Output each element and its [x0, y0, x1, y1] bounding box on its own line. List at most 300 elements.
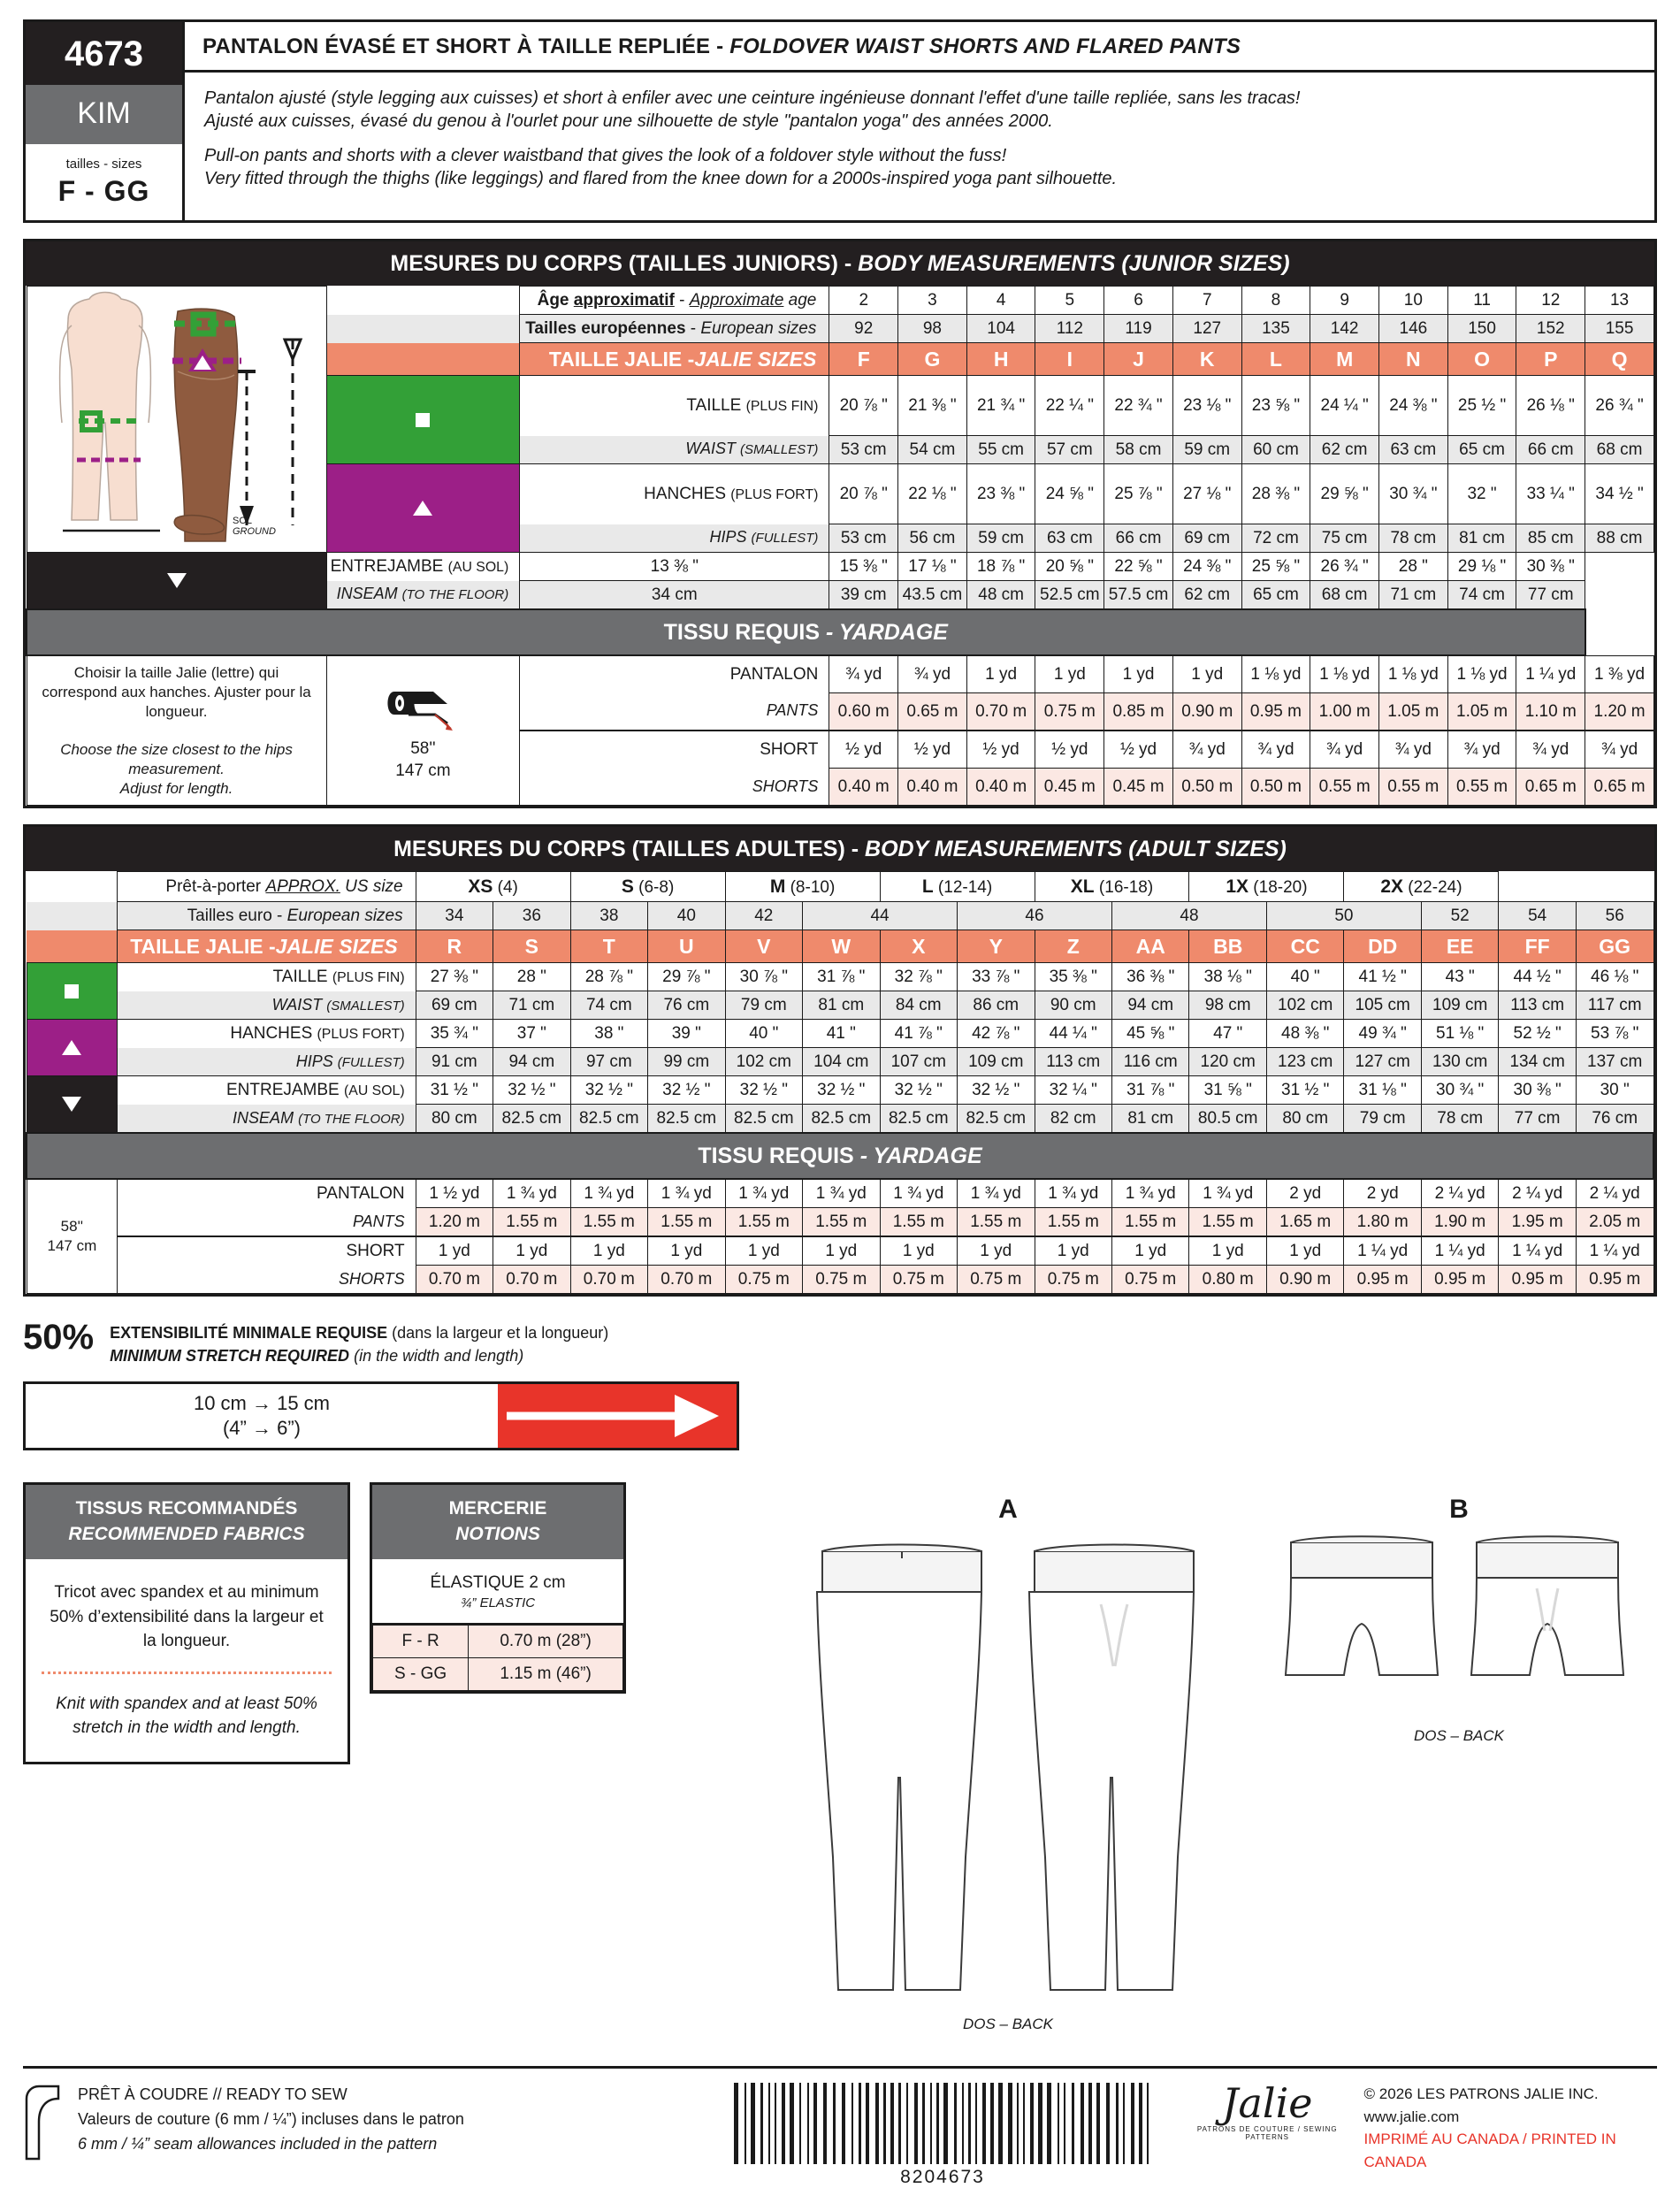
table-cell: 127	[1172, 315, 1241, 343]
svg-text:GROUND: GROUND	[232, 526, 276, 537]
table-cell: 32 ½ "	[648, 1076, 725, 1105]
notions-table	[372, 1625, 623, 1691]
table-cell: 82.5 cm	[803, 1105, 880, 1134]
table-cell: 142	[1310, 315, 1379, 343]
table-row	[27, 1208, 1653, 1237]
table-cell: 79 cm	[725, 991, 802, 1020]
table-cell: 2 ¼ yd	[1576, 1179, 1653, 1208]
table-cell: 4	[966, 287, 1035, 315]
measurement-figure-cell	[27, 287, 326, 553]
sizes-value: F - GG	[57, 175, 150, 207]
table-cell: 82.5 cm	[958, 1105, 1035, 1134]
table-cell: S	[493, 930, 570, 963]
junior-band-sep: -	[844, 251, 852, 276]
table-cell: 0.65 m	[1585, 769, 1654, 806]
table-cell: 98	[898, 315, 967, 343]
adult-band-en: BODY MEASUREMENTS (ADULT SIZES)	[865, 837, 1287, 862]
table-cell: 1.95 m	[1499, 1208, 1576, 1237]
euro-size-cell: 54	[1499, 902, 1576, 930]
table-cell: 1 ⅛ yd	[1447, 655, 1516, 693]
notion-size: S - GG	[373, 1658, 469, 1691]
table-cell: 150	[1447, 315, 1516, 343]
table-cell: 6	[1104, 287, 1173, 315]
table-cell: 45 ⅝ "	[1111, 1020, 1188, 1048]
table-cell: 57 cm	[1035, 436, 1104, 464]
table-cell: 77 cm	[1516, 581, 1585, 610]
table-cell: 22 ⅛ "	[898, 464, 967, 524]
view-a	[796, 1495, 1220, 2033]
stretch-line-en	[110, 1344, 608, 1367]
table-cell: 0.55 m	[1310, 769, 1379, 806]
fabric-bolt-icon	[382, 679, 463, 732]
table-cell: 81 cm	[1447, 524, 1516, 553]
stretch-line2-bold: MINIMUM STRETCH REQUIRED	[110, 1347, 350, 1366]
table-cell: 1 yd	[1035, 655, 1104, 693]
table-cell: 137 cm	[1576, 1048, 1653, 1076]
table-cell: 24 ⅜ "	[1172, 553, 1241, 581]
table-cell: 1 yd	[803, 1236, 880, 1266]
desc-fr-line1: Pantalon ajusté (style legging aux cuisses) et short à enfiler avec une ceinture ingénieuse donnant l'effet d'une taille repliée, sans les tracas!	[204, 88, 1301, 108]
table-cell: 63 cm	[1035, 524, 1104, 553]
table-cell: 1 yd	[1111, 1236, 1188, 1266]
table-cell: 30 ¾ "	[1421, 1076, 1498, 1105]
pants-label-fr: PANTALON	[520, 655, 829, 693]
table-cell: 0.95 m	[1241, 693, 1310, 731]
shorts-label-fr: SHORT	[118, 1236, 416, 1266]
table-cell: 26 ¾ "	[1585, 376, 1654, 436]
notion-row	[373, 1626, 623, 1658]
row-label-us: Prêt-à-porter APPROX. US size	[118, 872, 416, 902]
footer-sewing-info	[65, 2083, 464, 2157]
sizes-label: tailles - sizes	[65, 157, 142, 172]
stretch-percent: 50%	[23, 1318, 95, 1358]
table-cell: 91 cm	[416, 1048, 493, 1076]
table-cell: 31 ⅞ "	[803, 963, 880, 991]
stretch-measure	[26, 1384, 498, 1448]
table-cell: 32 "	[1447, 464, 1516, 524]
table-cell: 27 ⅜ "	[416, 963, 493, 991]
table-row	[27, 1020, 1653, 1048]
fabric-bolt-cell: 58'' 147 cm	[27, 1179, 118, 1294]
table-cell: 62 cm	[1172, 581, 1241, 610]
table-cell: 0.90 m	[1266, 1266, 1343, 1294]
table-cell: 86 cm	[958, 991, 1035, 1020]
table-cell: 120 cm	[1189, 1048, 1266, 1076]
shorts-label-fr: SHORT	[520, 731, 829, 769]
euro-size-cell: 56	[1576, 902, 1653, 930]
table-cell: 116 cm	[1111, 1048, 1188, 1076]
table-cell: ¾ yd	[1241, 731, 1310, 769]
table-cell: 1 yd	[570, 1236, 647, 1266]
table-cell: 0.40 m	[966, 769, 1035, 806]
table-cell: 1 ¼ yd	[1344, 1236, 1421, 1266]
table-cell: 1 ⅛ yd	[1379, 655, 1448, 693]
notion-length: 1.15 m (46”)	[469, 1658, 623, 1691]
row-label-euro: Tailles européennes - European sizes	[520, 315, 829, 343]
table-cell: 127 cm	[1344, 1048, 1421, 1076]
table-cell: 40 "	[725, 1020, 802, 1048]
table-cell: 1.90 m	[1421, 1208, 1498, 1237]
table-cell: 1.55 m	[493, 1208, 570, 1237]
measurement-label-en: WAIST (SMALLEST)	[118, 991, 416, 1020]
euro-size-cell: 48	[1111, 902, 1266, 930]
pants-label-fr: PANTALON	[118, 1179, 416, 1208]
table-row	[27, 655, 1654, 693]
table-cell: 134 cm	[1499, 1048, 1576, 1076]
table-cell: 0.65 m	[898, 693, 967, 731]
table-cell: 1 yd	[1104, 655, 1173, 693]
us-size-cell: XL (16-18)	[1035, 872, 1189, 902]
table-cell: 32 ½ "	[880, 1076, 957, 1105]
seam-fr: Valeurs de couture (6 mm / ¼”) incluses dans le patron	[78, 2109, 464, 2128]
table-cell: 49 ¾ "	[1344, 1020, 1421, 1048]
pants-technical-drawing	[796, 1525, 1220, 2020]
table-cell: 28 "	[493, 963, 570, 991]
table-cell: 34 cm	[520, 581, 829, 610]
seam-en: 6 mm / ¼” seam allowances included in the pattern	[78, 2134, 438, 2153]
table-cell: 78 cm	[1379, 524, 1448, 553]
table-cell: 31 ⅝ "	[1189, 1076, 1266, 1105]
table-cell: 30 ⅞ "	[725, 963, 802, 991]
table-cell: 1 ¼ yd	[1421, 1236, 1498, 1266]
table-cell: 63 cm	[1379, 436, 1448, 464]
table-cell: 34 ½ "	[1585, 464, 1654, 524]
table-cell: 43 "	[1421, 963, 1498, 991]
table-cell: 0.65 m	[1516, 769, 1585, 806]
table-row	[27, 1105, 1653, 1134]
table-cell: 1 yd	[725, 1236, 802, 1266]
table-cell: 2 ¼ yd	[1499, 1179, 1576, 1208]
table-cell: 24 ⅜ "	[1379, 376, 1448, 436]
us-size-cell: L (12-14)	[880, 872, 1035, 902]
table-cell: 46 ⅛ "	[1576, 963, 1653, 991]
table-cell: 1 ¾ yd	[648, 1179, 725, 1208]
notions-subtitle	[372, 1559, 623, 1625]
table-cell: 104	[966, 315, 1035, 343]
table-cell: 130 cm	[1421, 1048, 1498, 1076]
table-cell: 0.40 m	[898, 769, 967, 806]
table-cell: 31 ½ "	[416, 1076, 493, 1105]
table-cell: EE	[1421, 930, 1498, 963]
table-cell: 79 cm	[1344, 1105, 1421, 1134]
table-cell: 1.55 m	[570, 1208, 647, 1237]
spacer	[27, 902, 118, 930]
printed-in: IMPRIMÉ AU CANADA / PRINTED IN CANADA	[1363, 2131, 1616, 2170]
table-cell: 1 ¼ yd	[1516, 655, 1585, 693]
table-cell: 1 ¾ yd	[1189, 1179, 1266, 1208]
table-cell: 35 ¾ "	[416, 1020, 493, 1048]
table-cell: 1 yd	[880, 1236, 957, 1266]
table-cell: 44 ½ "	[1499, 963, 1576, 991]
shorts-label-en: SHORTS	[520, 769, 829, 806]
table-cell: 82 cm	[1035, 1105, 1111, 1134]
table-cell: 27 ⅛ "	[1172, 464, 1241, 524]
table-cell: 71 cm	[493, 991, 570, 1020]
table-cell: 29 ⅞ "	[648, 963, 725, 991]
table-cell: 0.45 m	[1104, 769, 1173, 806]
table-row	[27, 1048, 1653, 1076]
table-cell: 102 cm	[725, 1048, 802, 1076]
table-row	[27, 287, 1654, 315]
table-cell: 41 ½ "	[1344, 963, 1421, 991]
table-cell: 0.70 m	[648, 1266, 725, 1294]
table-cell: 88 cm	[1585, 524, 1654, 553]
table-cell: 117 cm	[1576, 991, 1653, 1020]
notions-sub-en: ¾” ELASTIC	[460, 1595, 536, 1610]
shorts-label-en: SHORTS	[118, 1266, 416, 1294]
table-cell: 41 "	[803, 1020, 880, 1048]
table-cell: 109 cm	[1421, 991, 1498, 1020]
table-cell: 9	[1310, 287, 1379, 315]
page-title	[185, 22, 1654, 73]
table-cell: 146	[1379, 315, 1448, 343]
table-cell: 1 ¾ yd	[1035, 1179, 1111, 1208]
spacer	[27, 930, 118, 963]
jalie-logo: Jalie	[1222, 2079, 1313, 2127]
table-cell: 74 cm	[570, 991, 647, 1020]
table-cell: 1.65 m	[1266, 1208, 1343, 1237]
table-cell: O	[1447, 343, 1516, 376]
table-cell: 0.75 m	[1111, 1266, 1188, 1294]
footer	[23, 2066, 1657, 2188]
table-cell: 113 cm	[1499, 991, 1576, 1020]
stretch-header	[23, 1320, 801, 1367]
table-cell: 51 ⅛ "	[1421, 1020, 1498, 1048]
copyright-block	[1364, 2083, 1657, 2173]
fabric-bolt-cell: 58'' 147 cm	[326, 655, 520, 806]
table-cell: 0.50 m	[1172, 769, 1241, 806]
table-cell: 1.20 m	[416, 1208, 493, 1237]
table-cell: L	[1241, 343, 1310, 376]
table-cell: 123 cm	[1266, 1048, 1343, 1076]
table-cell: 36 ⅜ "	[1111, 963, 1188, 991]
table-cell: 1 ¼ yd	[1576, 1236, 1653, 1266]
table-cell: U	[648, 930, 725, 963]
stretch-box-line2: (4” → 6”)	[222, 1417, 301, 1440]
table-cell: ½ yd	[1035, 731, 1104, 769]
table-row	[27, 963, 1653, 991]
measurement-label-en: WAIST (SMALLEST)	[520, 436, 829, 464]
table-cell: 41 ⅞ "	[880, 1020, 957, 1048]
table-cell: 0.75 m	[725, 1266, 802, 1294]
table-cell: 105 cm	[1344, 991, 1421, 1020]
table-cell: 102 cm	[1266, 991, 1343, 1020]
table-cell: 23 ⅛ "	[1172, 376, 1241, 436]
jalie-logo-sub: PATRONS DE COUTURE / SEWING PATTERNS	[1196, 2125, 1338, 2141]
table-cell: 135	[1241, 315, 1310, 343]
header-right	[185, 22, 1654, 220]
table-cell: M	[1310, 343, 1379, 376]
table-cell: 1 ⅛ yd	[1241, 655, 1310, 693]
table-cell: 85 cm	[1516, 524, 1585, 553]
table-cell: 2 yd	[1266, 1179, 1343, 1208]
table-cell: 112	[1035, 315, 1104, 343]
table-cell: 1 yd	[1266, 1236, 1343, 1266]
table-cell: 82.5 cm	[493, 1105, 570, 1134]
table-cell: 11	[1447, 287, 1516, 315]
table-cell: 107 cm	[880, 1048, 957, 1076]
table-cell: 75 cm	[1310, 524, 1379, 553]
table-cell: 42 ⅞ "	[958, 1020, 1035, 1048]
table-cell: W	[803, 930, 880, 963]
table-cell: 1.80 m	[1344, 1208, 1421, 1237]
table-cell: 0.85 m	[1104, 693, 1173, 731]
table-cell: 39 "	[648, 1020, 725, 1048]
table-row	[27, 1179, 1653, 1208]
table-cell: 0.55 m	[1447, 769, 1516, 806]
row-label-jalie: TAILLE JALIE -JALIE SIZES	[520, 343, 829, 376]
pattern-piece-icon	[23, 2083, 65, 2162]
stretch-box-line1: 10 cm → 15 cm	[193, 1391, 331, 1414]
table-row	[27, 991, 1653, 1020]
table-cell: 1.20 m	[1585, 693, 1654, 731]
stretch-line1-bold: EXTENSIBILITÉ MINIMALE REQUISE	[110, 1324, 388, 1343]
table-cell: 44 ¼ "	[1035, 1020, 1111, 1048]
table-cell: 52 ½ "	[1499, 1020, 1576, 1048]
table-cell: 1 ⅜ yd	[1585, 655, 1654, 693]
view-b-label: B	[1449, 1495, 1469, 1524]
table-cell: 29 ⅝ "	[1310, 464, 1379, 524]
table-cell: 1.55 m	[880, 1208, 957, 1237]
table-cell: 53 cm	[829, 524, 898, 553]
table-cell: 81 cm	[803, 991, 880, 1020]
table-cell: 1 yd	[1035, 1236, 1111, 1266]
adult-band-fr: MESURES DU CORPS (TAILLES ADULTES)	[393, 837, 845, 862]
table-cell: 82.5 cm	[880, 1105, 957, 1134]
shorts-technical-drawing	[1273, 1525, 1645, 1728]
table-cell: 82.5 cm	[648, 1105, 725, 1134]
table-cell: 53 cm	[829, 436, 898, 464]
table-cell: 48 ⅜ "	[1266, 1020, 1343, 1048]
table-cell: 1 ½ yd	[416, 1179, 493, 1208]
garment-illustrations	[796, 1495, 1680, 2061]
spacer	[326, 315, 520, 343]
table-cell: 18 ⅞ "	[966, 553, 1035, 581]
table-cell: ¾ yd	[829, 655, 898, 693]
title-en: FOLDOVER WAIST SHORTS AND FLARED PANTS	[729, 34, 1241, 58]
table-cell: DD	[1344, 930, 1421, 963]
barcode-number: 8204673	[900, 2167, 985, 2187]
table-cell: H	[966, 343, 1035, 376]
table-cell: 33 ⅞ "	[958, 963, 1035, 991]
table-cell: 80 cm	[416, 1105, 493, 1134]
euro-size-cell: 34	[416, 902, 493, 930]
description-en	[204, 144, 1635, 191]
euro-size-cell: 50	[1266, 902, 1421, 930]
table-cell: 24 ¼ "	[1310, 376, 1379, 436]
table-row	[27, 902, 1653, 930]
table-cell: 72 cm	[1241, 524, 1310, 553]
table-cell: 22 ¾ "	[1104, 376, 1173, 436]
table-cell: 1 ¾ yd	[880, 1179, 957, 1208]
table-cell: 32 ½ "	[570, 1076, 647, 1105]
table-cell: 28 "	[1379, 553, 1448, 581]
table-cell: P	[1516, 343, 1585, 376]
table-cell: 1 ¾ yd	[1111, 1179, 1188, 1208]
ready-to-sew: PRÊT À COUDRE // READY TO SEW	[78, 2085, 347, 2103]
us-size-cell: 2X (22-24)	[1344, 872, 1499, 902]
table-cell: 1 ⅛ yd	[1310, 655, 1379, 693]
junior-table	[26, 286, 1654, 806]
table-cell: 33 ¼ "	[1516, 464, 1585, 524]
spacer	[27, 872, 118, 902]
body-measurement-figure	[27, 287, 325, 552]
measurement-label-en: HIPS (FULLEST)	[118, 1048, 416, 1076]
fabrics-header	[26, 1485, 347, 1559]
table-cell: 1 yd	[493, 1236, 570, 1266]
table-cell: 5	[1035, 287, 1104, 315]
fabrics-body-en: Knit with spandex and at least 50% stretch in the width and length.	[56, 1694, 317, 1738]
table-cell: ½ yd	[829, 731, 898, 769]
table-cell: 7	[1172, 287, 1241, 315]
table-cell: 0.70 m	[966, 693, 1035, 731]
junior-yardage-band: TISSU REQUIS - YARDAGE	[27, 609, 1585, 655]
euro-size-cell: 46	[958, 902, 1112, 930]
table-cell: 1 yd	[416, 1236, 493, 1266]
table-cell: 82.5 cm	[570, 1105, 647, 1134]
table-row	[27, 1076, 1653, 1105]
table-cell: 32 ¼ "	[1035, 1076, 1111, 1105]
spacer	[326, 343, 520, 376]
table-cell: ¾ yd	[1585, 731, 1654, 769]
fabrics-header-fr: TISSUS RECOMMANDÉS	[75, 1498, 298, 1519]
table-cell: 31 ⅞ "	[1111, 1076, 1188, 1105]
table-cell: 1 yd	[966, 655, 1035, 693]
table-cell: 22 ⅝ "	[1104, 553, 1173, 581]
table-cell: 0.80 m	[1189, 1266, 1266, 1294]
table-cell: 0.95 m	[1576, 1266, 1653, 1294]
table-cell: 1 yd	[1172, 655, 1241, 693]
table-row	[27, 1236, 1653, 1266]
view-a-back-label: DOS – BACK	[962, 2016, 1054, 2032]
website: www.jalie.com	[1363, 2108, 1460, 2125]
table-cell: 0.95 m	[1421, 1266, 1498, 1294]
table-cell: 1 yd	[1189, 1236, 1266, 1266]
table-cell: 32 ½ "	[493, 1076, 570, 1105]
measurement-label-fr: TAILLE (PLUS FIN)	[520, 376, 829, 436]
copyright: © 2026 LES PATRONS JALIE INC.	[1363, 2085, 1599, 2102]
table-cell: 40 "	[1266, 963, 1343, 991]
table-cell: 24 ⅝ "	[1035, 464, 1104, 524]
measurement-label-en: INSEAM (TO THE FLOOR)	[118, 1105, 416, 1134]
table-cell: T	[570, 930, 647, 963]
table-cell: 1.00 m	[1310, 693, 1379, 731]
table-cell: 38 ⅛ "	[1189, 963, 1266, 991]
table-cell: 80 cm	[1266, 1105, 1343, 1134]
measurement-swatch	[27, 1076, 118, 1134]
table-cell: 8	[1241, 287, 1310, 315]
table-cell: ¾ yd	[1172, 731, 1241, 769]
footer-left	[23, 2083, 695, 2162]
table-cell: 0.55 m	[1379, 769, 1448, 806]
table-cell: 48 cm	[966, 581, 1035, 610]
table-cell: 84 cm	[880, 991, 957, 1020]
table-cell: 52.5 cm	[1035, 581, 1104, 610]
table-cell: J	[1104, 343, 1173, 376]
table-cell: BB	[1189, 930, 1266, 963]
table-cell: 1.05 m	[1379, 693, 1448, 731]
us-size-cell: 1X (18-20)	[1189, 872, 1344, 902]
table-cell: 0.75 m	[958, 1266, 1035, 1294]
fabrics-body	[26, 1559, 347, 1762]
junior-band-fr: MESURES DU CORPS (TAILLES JUNIORS)	[390, 251, 838, 276]
table-cell: 22 ¼ "	[1035, 376, 1104, 436]
table-cell: CC	[1266, 930, 1343, 963]
table-cell: Z	[1035, 930, 1111, 963]
table-cell: 69 cm	[416, 991, 493, 1020]
table-cell: ¾ yd	[898, 655, 967, 693]
measurement-swatch	[27, 1020, 118, 1076]
